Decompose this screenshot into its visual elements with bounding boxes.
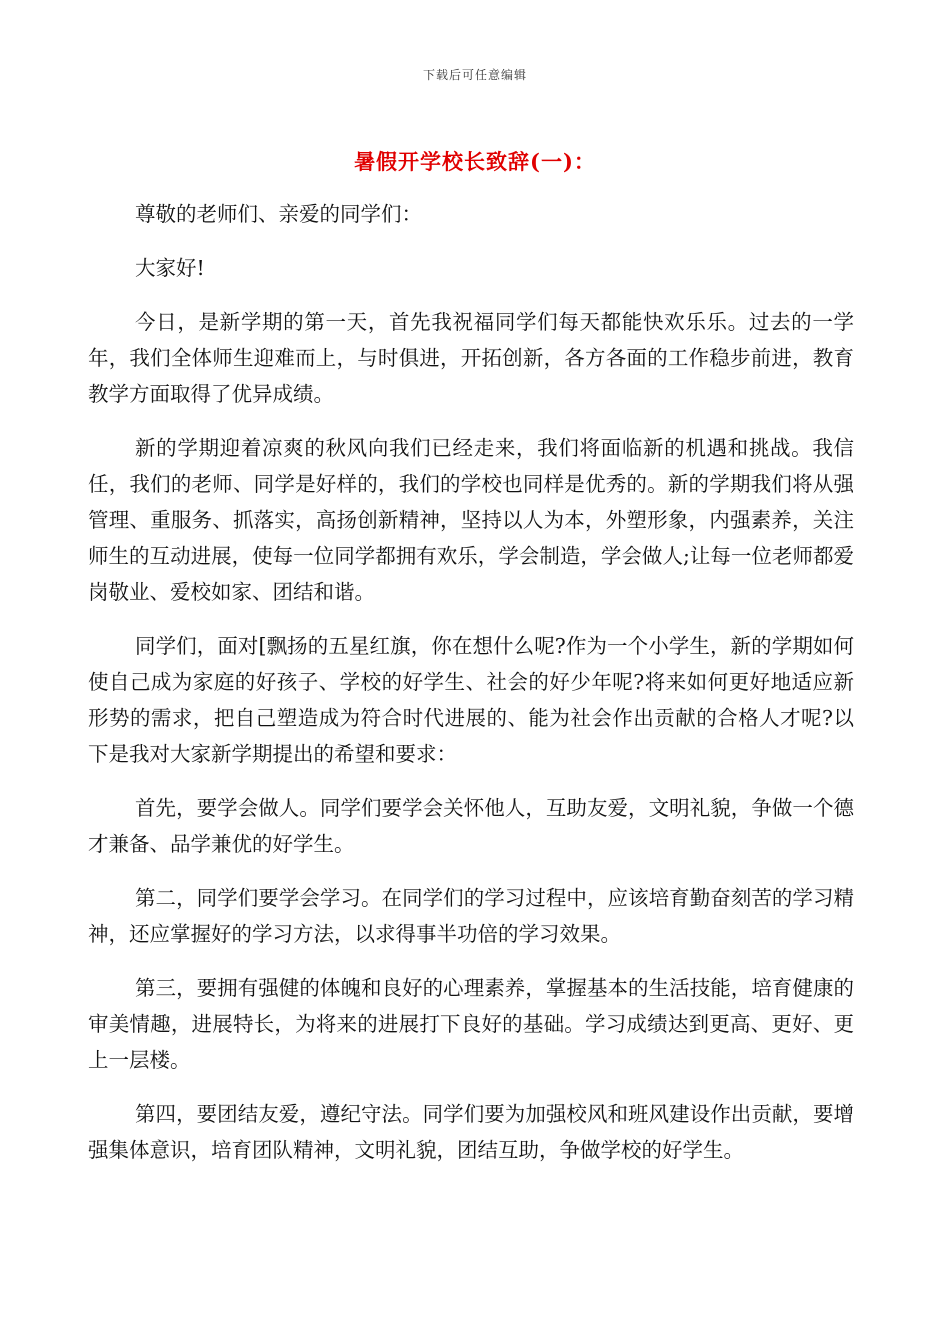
paragraph-expectations: 同学们，面对[飘扬的五星红旗，你在想什么呢?作为一个小学生，新的学期如何使自己成为家庭的好孩子、学校的好学生、社会的好少年呢?将来如何更好地适应新形势的需求，把自己塑造成为符合时代进展的、能为社会作出贡献的合格人才呢?以下是我对大家新学期提出的希望和要求： bbox=[88, 634, 854, 766]
paragraph-opening: 今日，是新学期的第一天，首先我祝福同学们每天都能快欢乐乐。过去的一学年，我们全体师生迎难而上，与时俱进，开拓创新，各方各面的工作稳步前进，教育教学方面取得了优异成绩。 bbox=[88, 310, 854, 406]
paragraph-first: 首先，要学会做人。同学们要学会关怀他人，互助友爱，文明礼貌，争做一个德才兼备、品学兼优的好学生。 bbox=[88, 796, 854, 856]
paragraph-fourth: 第四，要团结友爱，遵纪守法。同学们要为加强校风和班风建设作出贡献，要增强集体意识，培育团队精神，文明礼貌，团结互助，争做学校的好学生。 bbox=[88, 1102, 854, 1162]
document-body bbox=[88, 196, 854, 1186]
header-note: 下载后可任意编辑 bbox=[422, 68, 527, 82]
paragraph-third: 第三，要拥有强健的体魄和良好的心理素养，掌握基本的生活技能，培育健康的审美情趣，进展特长，为将来的进展打下良好的基础。学习成绩达到更高、更好、更上一层楼。 bbox=[88, 976, 854, 1072]
paragraph-second: 第二，同学们要学会学习。在同学们的学习过程中，应该培育勤奋刻苦的学习精神，还应掌握好的学习方法，以求得事半功倍的学习效果。 bbox=[88, 886, 854, 946]
document-title: 暑假开学校长致辞(一)： bbox=[354, 149, 596, 174]
greeting: 大家好! bbox=[135, 256, 205, 280]
paragraph-new-semester: 新的学期迎着凉爽的秋风向我们已经走来，我们将面临新的机遇和挑战。我信任，我们的老师、同学是好样的，我们的学校也同样是优秀的。新的学期我们将从强管理、重服务、抓落实，高扬创新精神，坚持以人为本，外塑形象，内强素养，关注师生的互动进展，使每一位同学都拥有欢乐，学会制造，学会做人;让每一位老师都爱岗敬业、爱校如家、团结和谐。 bbox=[88, 436, 854, 604]
salutation: 尊敬的老师们、亲爱的同学们： bbox=[135, 202, 422, 226]
